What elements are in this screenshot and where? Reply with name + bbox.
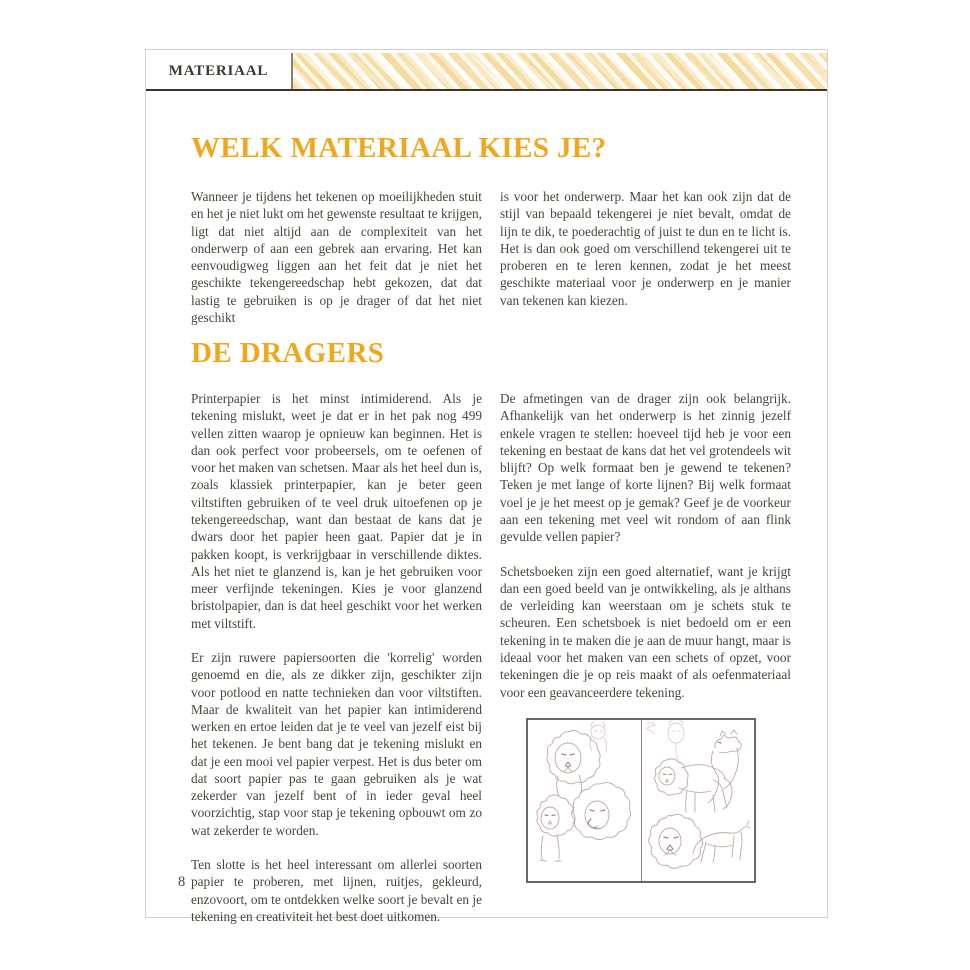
- page-number: 8: [178, 874, 186, 890]
- intro-columns: [191, 188, 791, 343]
- book-page: [145, 49, 828, 924]
- body-paragraph: Wanneer je tijdens het tekenen op moeilijkheden stuit en het je niet lukt om het gewenste resultaat te krijgen, ligt dat niet altijd aan de complexiteit van het onderwerp of aan een gebrek aan ervaring. Het kan eenvoudigweg liggen aan het feit dat je niet het geschikte tekengereedschap hebt gekozen, dat dat lastig te gebruiken is op je drager of dat het niet geschikt: [191, 189, 482, 325]
- section-title-dragers: DE DRAGERS: [191, 337, 385, 369]
- body-paragraph: Schetsboeken zijn een goed alternatief, want je krijgt dan een goed beeld van je ontwikkeling, als je althans de verleiding kan weerstaan om je schets stuk te scheuren. Een schetsboek is niet bedoeld om er een tekening in te maken die je aan de muur hangt, maar is ideaal voor het maken van een schets of opzet, voor tekeningen die je op reis maakt of als oefenmateriaal voor een geavanceerdere tekening.: [500, 563, 791, 700]
- lion-sketches-figure: [526, 718, 756, 883]
- section-title-materiaal: WELK MATERIAAL KIES JE?: [191, 132, 607, 164]
- page-header: [146, 53, 827, 91]
- body-paragraph: is voor het onderwerp. Maar het kan ook zijn dat de stijl van bepaald tekengerei je niet bevalt, omdat de lijn te dik, te poederachtig of juist te dun en te licht is. Het is dan ook goed om verschillend tekengerei uit te proberen en te leren kennen, zodat je het meest geschikte materiaal voor je onderwerp en je manier van tekenen kan kiezen.: [500, 189, 791, 308]
- body-paragraph: De afmetingen van de drager zijn ook belangrijk. Afhankelijk van het onderwerp is het zinnig jezelf enkele vragen te stellen: hoeveel tijd heb je voor een tekening en bestaat de kans dat het vel grotendeels wit blijft? Op welk formaat ben je gewend te tekenen? Teken je met lange of korte lijnen? Bij welk formaat voel je je het meest op je gemak? Geef je de voorkeur aan een tekening met veel wit rondom of aan flink gevulde vellen papier?: [500, 391, 791, 545]
- decorative-striped-band: [293, 53, 827, 89]
- dragers-columns: [191, 390, 791, 942]
- body-paragraph: Printerpapier is het minst intimiderend. Als je tekening mislukt, weet je dat er in het pak nog 499 vellen zitten waarop je opnieuw kan beginnen. Het is dan ook perfect voor probeersels, om te oefenen of voor het maken van schetsen. Maar als het heel dun is, zoals klassiek printerpapier, kan je beter geen viltstiften gebruiken of te veel druk uitoefenen op je tekengereedschap, want dan bestaat de kans dat je dwars door het papier heen gaat. Papier dat je in pakken koopt, is verkrijgbaar in verschillende diktes. Als het niet te glanzend is, kan je het gebruiken voor meer verfijnde tekeningen. Kies je voor glanzend bristolpapier, dan is dat heel geschikt voor het werken met viltstift.: [191, 391, 482, 631]
- intro-column-right: [500, 188, 791, 343]
- intro-column-left: [191, 188, 482, 343]
- chapter-tab-label: MATERIAAL: [168, 62, 269, 79]
- dragers-column-left: [191, 390, 482, 942]
- dragers-column-right: [500, 390, 791, 942]
- body-paragraph: Er zijn ruwere papiersoorten die 'korrelig' worden genoemd en die, als ze dikker zijn, geschikter zijn voor potlood en natte technieken dan voor viltstiften. Maar de kwaliteit van het papier kan intimiderend werken en ertoe leiden dat je te veel van jezelf eist bij het tekenen. Je bent bang dat je tekening mislukt en dat je een mooi vel papier verpest. Het is dus beter om dat soort papier pas te gaan gebruiken als je wat zekerder van jezelf bent of in ieder geval heel voorzichtig, stap voor stap je tekening opbouwt om zo wat zekerder te worden.: [191, 649, 482, 838]
- chapter-tab: [146, 53, 293, 89]
- body-paragraph: Ten slotte is het heel interessant om allerlei soorten papier te proberen, met lijnen, ruitjes, gekleurd, enzovoort, om te ontdekken welke soort je bevalt en je tekening en creativiteit het best doet uitkomen.: [191, 857, 482, 924]
